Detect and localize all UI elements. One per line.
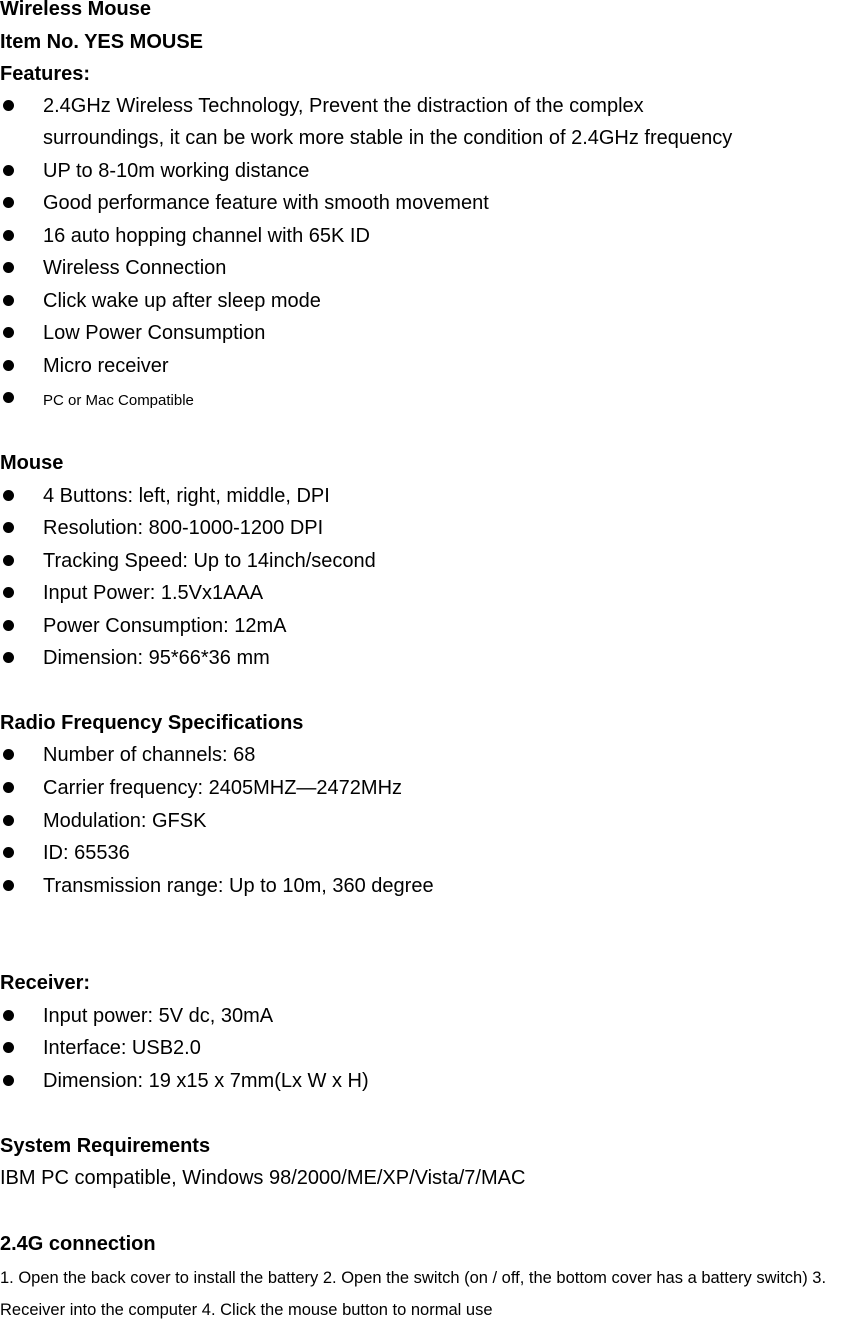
connection-heading: 2.4G connection (0, 1233, 156, 1255)
item-number: Item No. YES MOUSE (0, 31, 204, 53)
bullet-icon (3, 392, 14, 403)
list-item: Modulation: GFSK (0, 809, 863, 835)
list-item-continuation: surroundings, it can be work more stable in the condition of 2.4GHz frequency (43, 127, 733, 149)
list-item: Input power: 5V dc, 30mA (0, 1004, 863, 1030)
list-item: 16 auto hopping channel with 65K ID (0, 224, 863, 250)
list-item: ID: 65536 (0, 841, 863, 867)
list-item: 2.4GHz Wireless Technology, Prevent the distraction of the complex (0, 94, 863, 120)
list-item: Resolution: 800-1000-1200 DPI (0, 516, 863, 542)
list-item: Low Power Consumption (0, 321, 863, 347)
mouse-heading: Mouse (0, 452, 64, 474)
receiver-heading: Receiver: (0, 972, 91, 994)
list-item: 4 Buttons: left, right, middle, DPI (0, 484, 863, 510)
system-requirements-text: IBM PC compatible, Windows 98/2000/ME/XP/Vista/7/MAC (0, 1167, 526, 1189)
list-item: Micro receiver (0, 354, 863, 380)
list-item: Click wake up after sleep mode (0, 289, 863, 315)
bullet-icon (3, 749, 14, 760)
bullet-icon (3, 522, 14, 533)
bullet-icon (3, 587, 14, 598)
bullet-icon (3, 262, 14, 273)
bullet-icon (3, 782, 14, 793)
connection-instructions: 1. Open the back cover to install the battery 2. Open the switch (on / off, the bottom cover has a battery switch) 3. Receiver into the computer 4. Click the mouse button to normal use (0, 1269, 827, 1319)
bullet-icon (3, 327, 14, 338)
bullet-icon (3, 165, 14, 176)
bullet-icon (3, 1075, 14, 1086)
bullet-icon (3, 880, 14, 891)
bullet-icon (3, 620, 14, 631)
list-item: Dimension: 19 x15 x 7mm(Lx W x H) (0, 1069, 863, 1095)
list-item: Number of channels: 68 (0, 743, 863, 769)
list-item: Transmission range: Up to 10m, 360 degree (0, 874, 863, 900)
list-item: UP to 8-10m working distance (0, 159, 863, 185)
bullet-icon (3, 847, 14, 858)
list-item: Interface: USB2.0 (0, 1036, 863, 1062)
bullet-icon (3, 490, 14, 501)
bullet-icon (3, 230, 14, 241)
bullet-icon (3, 295, 14, 306)
bullet-icon (3, 1042, 14, 1053)
list-item: Dimension: 95*66*36 mm (0, 646, 863, 672)
list-item: Tracking Speed: Up to 14inch/second (0, 549, 863, 575)
bullet-icon (3, 197, 14, 208)
list-item: Input Power: 1.5Vx1AAA (0, 581, 863, 607)
bullet-icon (3, 1010, 14, 1021)
list-item: Good performance feature with smooth movement (0, 191, 863, 217)
document-title: Wireless Mouse (0, 0, 151, 20)
list-item: Carrier frequency: 2405MHZ—2472MHz (0, 776, 863, 802)
bullet-icon (3, 815, 14, 826)
features-heading: Features: (0, 63, 91, 85)
list-item: PC or Mac Compatible (0, 386, 863, 412)
system-requirements-heading: System Requirements (0, 1135, 211, 1157)
bullet-icon (3, 555, 14, 566)
bullet-icon (3, 652, 14, 663)
bullet-icon (3, 100, 14, 111)
radio-heading: Radio Frequency Specifications (0, 712, 304, 734)
bullet-icon (3, 360, 14, 371)
list-item: Power Consumption: 12mA (0, 614, 863, 640)
list-item: Wireless Connection (0, 256, 863, 282)
